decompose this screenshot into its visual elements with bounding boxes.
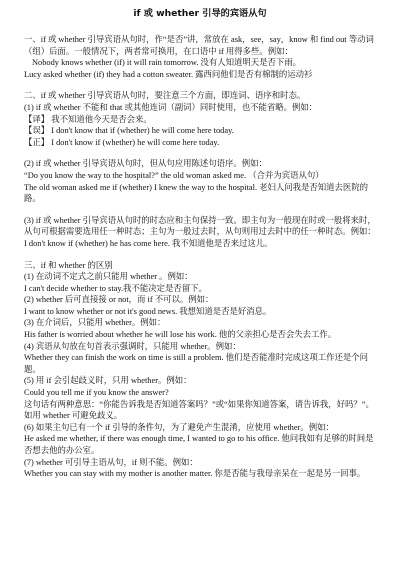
wrong-example: 【误】 I don't know that if (whether) he will come here today.: [24, 126, 234, 136]
difference-rule: (5) 用 if 会引起歧义时，只用 whether。例如：: [24, 376, 192, 386]
direct-question-example: “Do you know the way to the hospital?” the old woman asked me. （合并为宾语从句）: [24, 170, 324, 180]
example-sentence: Lucy asked whether (if) they had a cotton sweater. 露西问他们是否有棉制的运动衫: [24, 69, 313, 79]
example-sentence: Whether you can stay with my mother is another matter. 你是否能与我母亲呆在一起是另一回事。: [24, 469, 366, 479]
example-sentence: I can't decide whether to stay.我不能决定是否留下。: [24, 283, 207, 293]
translation-line: 【译】 我不知道他今天是否会来。: [24, 114, 152, 124]
difference-rule: (6) 如果主句已有一个 if 引导的条件句，为了避免产生混淆，应使用 whether。例如：: [24, 422, 334, 432]
section-one-paragraph: 一、if 或 whether 引导宾语从句时，作“是否”讲，常放在 ask，see，say，know 和 find out 等动词（组）后面。一般情况下，两者常可换用，在口语中 if 用得多些。例如：: [24, 35, 374, 56]
section-three-heading: 三、if 和 whether 的区别: [24, 260, 113, 270]
correct-example: 【正】 I don't know if (whether) he will come here today.: [24, 137, 220, 147]
difference-rule: (7) whether 可引导主语从句，if 则不能。例如：: [24, 457, 198, 467]
rule-one: (1) if 或 whether 不能和 that 或其他连词（副词）同时使用，也不能省略。例如：: [24, 102, 318, 112]
example-sentence: His father is worried about whether he will lose his work. 他的父亲担心是否会失去工作。: [24, 330, 337, 340]
example-sentence: Could you tell me if you know the answer?: [24, 388, 169, 398]
rule-three: (3) if 或 whether 引导宾语从句时的时态应和主句保持一致。即主句为一般现在时或一般将来时，从句可根据需要选用任一种时态；主句为一般过去时，从句则用过去时中的任一种时态。例如：: [24, 215, 376, 237]
example-sentence: I want to know whether or not it's good news. 我想知道是否是好消息。: [24, 306, 272, 316]
section-three: [24, 260, 376, 480]
difference-rule: (4) 宾语从句放在句首表示强调时，只能用 whether。例如：: [24, 341, 241, 351]
difference-rule: (2) whether 后可直接接 or not，而 if 不可以。例如：: [24, 295, 214, 305]
section-two: [24, 90, 376, 249]
example-sentence: Whether they can finish the work on time is still a problem. 他们是否能准时完成这项工作还是个问题。: [24, 353, 369, 374]
page-title: if 或 whether 引导的宾语从句: [133, 8, 267, 19]
example-sentence: He asked me whether, if there was enough time, I wanted to go to his office. 他问我如有足够的时间是否想去他的办公室。: [24, 434, 374, 455]
explanation-text: 这句话有两种意思：“你能告诉我是否知道答案吗？”或“如果你知道答案，请告诉我，好吗？”。如用 whether 可避免歧义。: [24, 399, 374, 421]
example-sentence: Nobody knows whether (if) it will rain tomorrow. 没有人知道明天是否下雨。: [32, 58, 302, 68]
section-two-heading: 二、if 或 whether 引导宾语从句时，要注意三个方面，即连词、语序和时态。: [24, 91, 306, 101]
difference-rule: (1) 在动词不定式之前只能用 whether 。例如：: [24, 272, 193, 282]
section-one: [24, 34, 376, 80]
rule-two: (2) if 或 whether 引导宾语从句时，但从句应用陈述句语序。例如：: [24, 159, 267, 169]
example-sentence: I don't know if (whether) he has come here. 我不知道他是否来过这儿。: [24, 238, 273, 248]
reported-question-example: The old woman asked me if (whether) I knew the way to the hospital. 老妇人问我是否知道去医院的路。: [24, 182, 369, 204]
difference-rule: (3) 在介词后，只能用 whether。例如：: [24, 318, 166, 328]
